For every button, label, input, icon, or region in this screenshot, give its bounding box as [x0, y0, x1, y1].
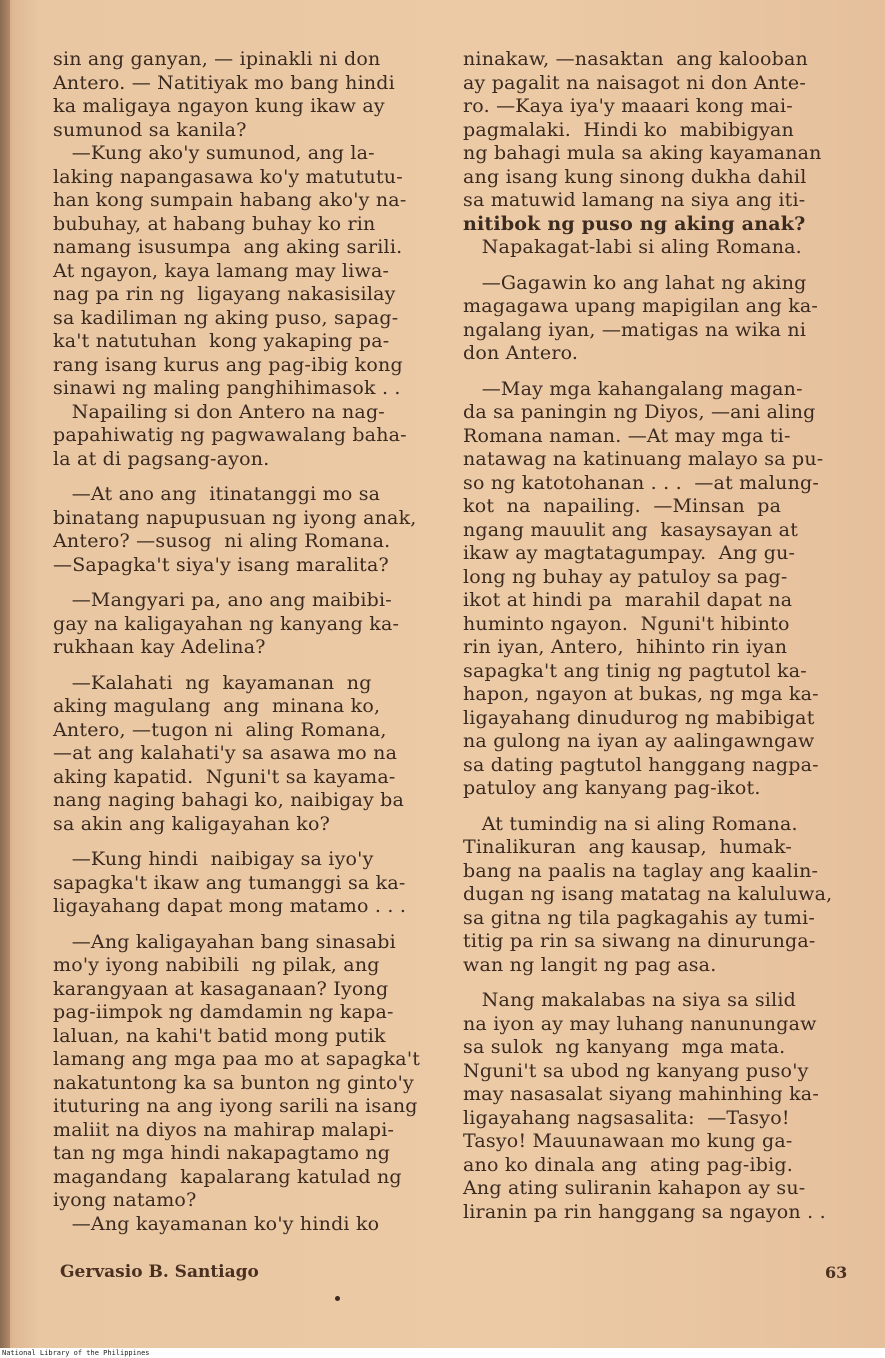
text-line: la at di pagsang-ayon. [53, 447, 270, 470]
text-line: huminto ngayon. Nguni't hibinto [463, 612, 790, 635]
text-line: ano ko dinala ang ating pag-ibig. [463, 1153, 793, 1176]
text-line: gay na kaligayahan ng kanyang ka- [53, 612, 400, 635]
text-line: nang naging bahagi ko, naibigay ba [53, 789, 405, 811]
text-line: rukhaan kay Adelina? [53, 636, 266, 658]
text-line: ikot at hindi pa marahil dapat na [463, 589, 793, 611]
text-line: Napailing si don Antero na nag- [53, 400, 385, 423]
text-line: Nang makalabas na siya sa silid [463, 989, 796, 1011]
text-line: bubuhay, at habang buhay ko rin [53, 212, 376, 235]
text-line: ligayahang dinudurog ng mabibigat [463, 706, 815, 729]
text-line: —At ano ang itinatanggi mo sa [53, 483, 381, 505]
text-line: rin iyan, Antero, hihinto rin iyan [463, 636, 788, 658]
text-line: kot na napailing. —Minsan pa [463, 495, 782, 517]
text-line: —Ang kayamanan ko'y hindi ko [53, 1212, 380, 1235]
text-line: nag pa rin ng ligayang nakasisilay [53, 283, 396, 305]
text-line: papahiwatig ng pagwawalang baha- [53, 424, 407, 446]
text-line: ngalang iyan, —matigas na wika ni [463, 318, 807, 341]
text-line: Napakagat-labi si aling Romana. [463, 236, 802, 258]
text-line: Antero. — Natitiyak mo bang hindi [53, 71, 395, 94]
text-line: sa akin ang kaligayahan ko? [53, 812, 331, 835]
library-watermark: National Library of the Philippines [2, 1349, 150, 1357]
text-line: Nguni't sa ubod ng kanyang puso'y [463, 1059, 809, 1082]
text-line: —Kung hindi naibigay sa iyo'y [53, 848, 374, 870]
text-line: don Antero. [463, 342, 579, 364]
text-line: may nasasalat siyang mahinhing ka- [463, 1083, 819, 1105]
text-line: natawag na katinuang malayo sa pu- [463, 448, 824, 470]
text-line: —Sapagka't siya'y isang maralita? [53, 553, 389, 576]
text-line: patuloy ang kanyang pag-ikot. [463, 777, 761, 799]
text-line: Ang ating suliranin kahapon ay su- [463, 1177, 806, 1199]
text-line: bang na paalis na taglay ang kaalin- [463, 859, 819, 882]
text-line: Antero, —tugon ni aling Romana, [53, 718, 387, 741]
text-line: sinawi ng maling panghihimasok . . [53, 377, 401, 399]
text-line: ay pagalit na naisagot ni don Ante- [463, 71, 806, 94]
text-line: namang isusumpa ang aking sarili. [53, 236, 403, 258]
text-line: laking napangasawa ko'y matututu- [53, 165, 403, 188]
text-line: nakatuntong ka sa bunton ng ginto'y [53, 1071, 414, 1094]
text-line: pag-iimpok ng damdamin ng kapa- [53, 1001, 394, 1023]
text-line: magagawa upang mapigilan ang ka- [463, 295, 819, 317]
text-line: ka't natutuhan kong yakaping pa- [53, 330, 390, 352]
text-line: Antero? —susog ni aling Romana. [53, 530, 391, 552]
text-line: ikaw ay magtatagumpay. Ang gu- [463, 542, 796, 564]
text-line: ngang mauulit ang kasaysayan at [463, 518, 799, 541]
text-line: iyong natamo? [53, 1189, 197, 1211]
text-line: sapagka't ikaw ang tumanggi sa ka- [53, 871, 406, 894]
text-line: dugan ng isang matatag na kaluluwa, [463, 883, 833, 905]
text-line: mo'y iyong nabibili ng pilak, ang [53, 954, 380, 976]
text-line: —Kung ako'y sumunod, ang la- [53, 142, 375, 164]
text-line: ituturing na ang iyong sarili na isang [53, 1095, 418, 1117]
text-line: ng bahagi mula sa aking kayamanan [463, 142, 822, 164]
text-line: sin ang ganyan, — ipinakli ni don [53, 48, 381, 70]
text-line: ligayahang nagsasalita: —Tasyo! [463, 1106, 790, 1129]
left-column [53, 48, 438, 1236]
text-line: sa gitna ng tila pagkagahis ay tumi- [463, 906, 815, 929]
text-line: sa matuwid lamang na siya ang iti- [463, 189, 806, 211]
text-line: so ng katotohanan . . . —at malung- [463, 471, 820, 494]
text-line: long ng buhay ay patuloy sa pag- [463, 565, 788, 588]
text-line: binatang napupusuan ng iyong anak, [53, 506, 417, 529]
text-line: sa kadiliman ng aking puso, sapag- [53, 306, 399, 329]
text-line: sapagka't ang tinig ng pagtutol ka- [463, 659, 807, 682]
text-line: tan ng mga hindi nakapagtamo ng [53, 1142, 391, 1164]
text-line: sa dating pagtutol hanggang nagpa- [463, 753, 819, 776]
text-line: na gulong na iyan ay aalingawngaw [463, 730, 815, 752]
text-line: ninakaw, —nasaktan ang kalooban [463, 48, 808, 70]
text-line: ka maligaya ngayon kung ikaw ay [53, 95, 385, 117]
text-line: Tasyo! Mauunawaan mo kung ga- [463, 1130, 793, 1152]
text-line-bold: nitibok ng puso ng aking anak? [463, 212, 806, 235]
text-line: sumunod sa kanila? [53, 118, 247, 141]
text-line: At ngayon, kaya lamang may liwa- [53, 259, 390, 282]
text-line: sa sulok ng kanyang mga mata. [463, 1036, 786, 1058]
text-line: —at ang kalahati'y sa asawa mo na [53, 742, 398, 764]
text-line: —May mga kahangalang magan- [463, 377, 803, 400]
page-spine [0, 0, 10, 1348]
page-number: 63 [825, 1263, 848, 1282]
text-line: hapon, ngayon at bukas, ng mga ka- [463, 683, 819, 705]
text-line: titig pa rin sa siwang na dinurunga- [463, 930, 816, 952]
text-line: da sa paningin ng Diyos, —ani aling [463, 401, 816, 423]
text-line: magandang kapalarang katulad ng [53, 1165, 402, 1188]
page-dot [335, 1296, 340, 1301]
text-line: laluan, na kahi't batid mong putik [53, 1024, 386, 1047]
author-name: Gervasio B. Santiago [60, 1262, 259, 1282]
text-line: han kong sumpain habang ako'y na- [53, 189, 407, 211]
text-line: karangyaan at kasaganaan? Iyong [53, 977, 389, 1000]
text-line: aking kapatid. Nguni't sa kayama- [53, 765, 396, 788]
text-line: na iyon ay may luhang nanunungaw [463, 1012, 817, 1035]
text-line: —Ang kaligayahan bang sinasabi [53, 930, 396, 953]
text-line: rang isang kurus ang pag-ibig kong [53, 353, 403, 376]
right-column [463, 48, 848, 1224]
text-line: pagmalaki. Hindi ko mabibigyan [463, 118, 794, 141]
text-line: liranin pa rin hanggang sa ngayon . . [463, 1200, 826, 1223]
text-line: ro. —Kaya iya'y maaari kong mai- [463, 95, 793, 117]
text-line: wan ng langit ng pag asa. [463, 953, 717, 976]
text-line: aking magulang ang minana ko, [53, 695, 381, 717]
text-line: —Gagawin ko ang lahat ng aking [463, 271, 807, 294]
text-line: lamang ang mga paa mo at sapagka't [53, 1048, 421, 1070]
text-line: Romana naman. —At may mga ti- [463, 424, 791, 447]
text-line: —Mangyari pa, ano ang maibibi- [53, 589, 392, 611]
text-line: At tumindig na si aling Romana. [463, 812, 798, 835]
text-line: —Kalahati ng kayamanan ng [53, 671, 372, 694]
text-line: ligayahang dapat mong matamo . . . [53, 895, 407, 917]
text-line: maliit na diyos na mahirap malapi- [53, 1118, 395, 1141]
text-line: Tinalikuran ang kausap, humak- [463, 836, 792, 858]
text-line: ang isang kung sinong dukha dahil [463, 165, 807, 188]
